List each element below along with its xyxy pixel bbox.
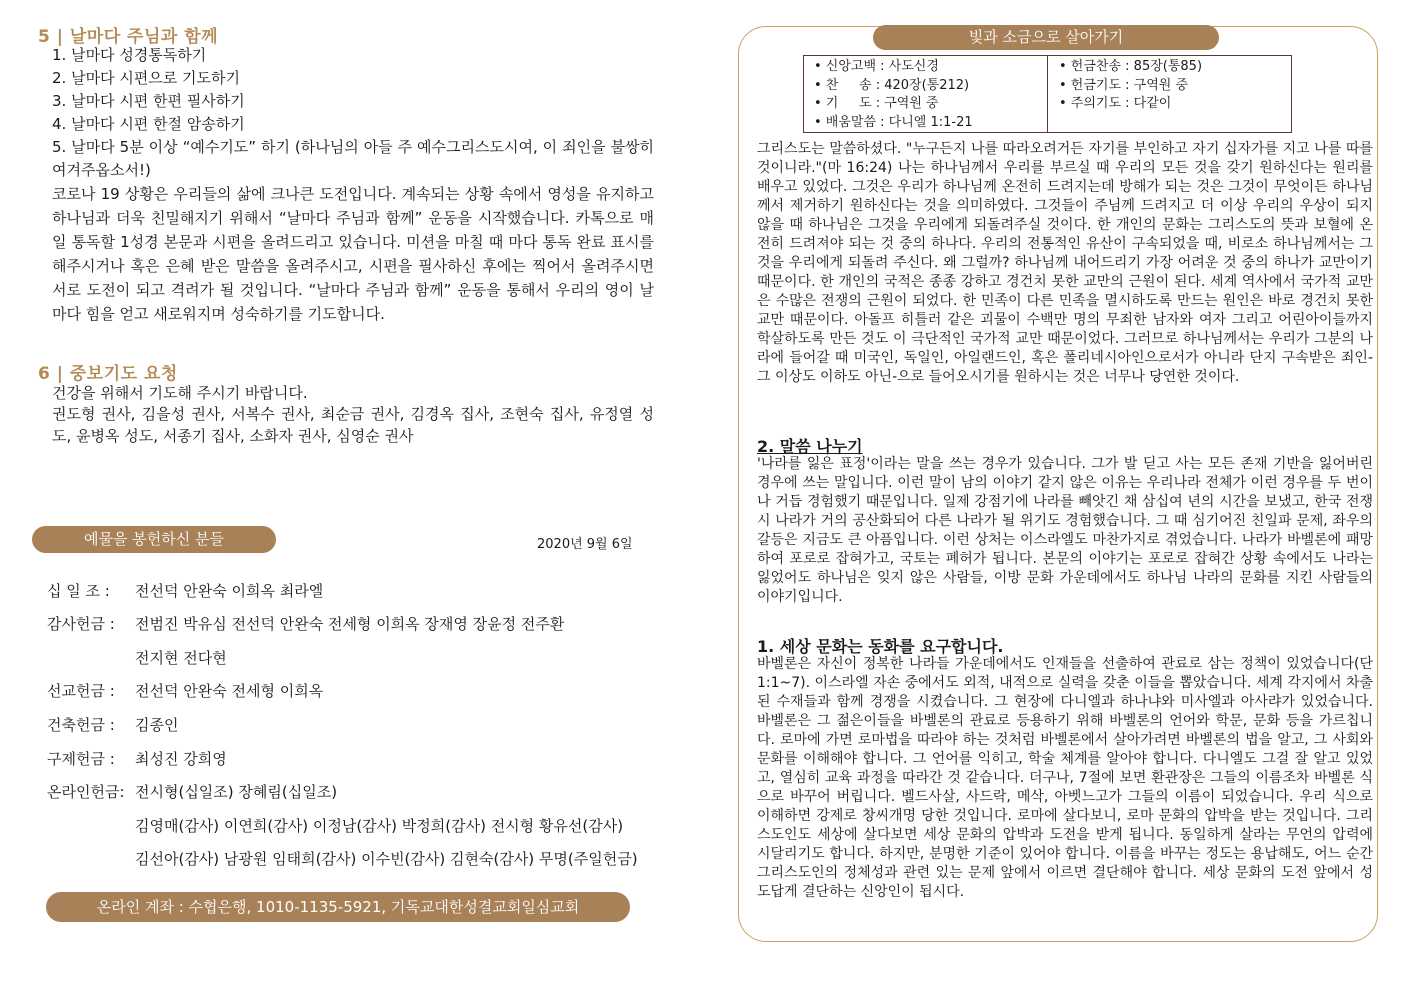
offering-row: [47, 647, 227, 668]
offering-label: 구제헌금 :: [47, 750, 115, 768]
info-item: • 주의기도 : 다같이: [1059, 96, 1172, 111]
offering-label: 온라인헌금:: [47, 783, 125, 801]
info-item: • 신앙고백 : 사도신경: [814, 59, 939, 74]
list-item: 1. 날마다 성경통독하기: [52, 46, 207, 64]
offering-names: 전시형(십일조) 장혜림(십일조): [135, 783, 338, 801]
info-left-column: [814, 58, 973, 132]
list-item: 5. 날마다 5분 이상 “예수기도” 하기 (하나님의 아들 주 예수그리스도시여, 이 죄인을 불쌍히 여겨주옵소서!): [52, 138, 654, 179]
offering-label: 선교헌금 :: [47, 682, 115, 700]
info-item: • 헌금기도 : 구역원 중: [1059, 77, 1189, 93]
offering-header: 예물을 봉헌하신 분들: [32, 526, 276, 553]
offering-names: 전지현 전다현: [135, 649, 227, 667]
offering-names: 김영매(감사) 이연희(감사) 이정남(감사) 박정희(감사) 전시형 황유선(감사): [135, 817, 624, 835]
sharing-paragraph: '나라를 잃은 표정'이라는 말을 쓰는 경우가 있습니다. 그가 발 딛고 사는 모든 존재 기반을 잃어버린 경우에 쓰는 말입니다. 이런 말이 남의 이야기 같지 않은 이유는 우리나라 전체가 이런 경우를 두 번이나 거듭 경험했기 때문입니다. 일제 강점기에 나라를 빼앗긴 채 삼십여 년의 시간을 보냈고, 한국 전쟁시 나라가 거의 공산화되어 다른 나라가 될 위기도 경험했습니다. 그 때 심기어진 친일파 문제, 좌우의 갈등은 지금도 큰 아픔입니다. 이런 상처는 이스라엘도 마찬가지로 겪었습니다. 나라가 바벨론에 패망하여 포로로 잡혀가고, 국토는 폐허가 됩니다. 본문의 이야기는 포로로 잡혀간 상황 속에서도 나라는 잃었어도 하나님은 잊지 않은 사람들, 이방 문화 가운데에서도 하나님 나라의 문화를 지킨 사람들의 이야기입니다.: [757, 456, 1373, 605]
online-account-banner: 온라인 계좌 : 수협은행, 1010-1135-5921, 기독교대한성결교회일심교회: [46, 892, 630, 922]
list-item: 2. 날마다 시편으로 기도하기: [52, 69, 241, 87]
prayer-names: 권도형 권사, 김을성 권사, 서복수 권사, 최순금 권사, 김경옥 집사, 조현숙 집사, 유정열 성도, 윤병옥 성도, 서종기 집사, 소화자 권사, 심영순 권사: [52, 405, 654, 445]
offering-names: 전범진 박유심 전선덕 안완숙 전세형 이희옥 장재영 장윤정 전주환: [135, 615, 565, 633]
offering-names: 전선덕 안완숙 이희옥 최라엘: [135, 582, 324, 600]
sharing-heading: 2. 말씀 나누기: [757, 437, 863, 456]
offering-names: 전선덕 안완숙 전세형 이희옥: [135, 682, 324, 700]
offering-names: 김선아(감사) 남광원 임태희(감사) 이수빈(감사) 김현숙(감사) 무명(주일헌금): [135, 850, 638, 868]
offering-row: [47, 781, 337, 802]
offering-row: [47, 580, 323, 601]
info-right-column: [1059, 58, 1202, 114]
offering-date: 2020년 9월 6일: [537, 537, 633, 552]
offering-label: 십 일 조 :: [47, 582, 110, 600]
worship-info-table: [803, 55, 1292, 133]
meditation-paragraph: 그리스도는 말씀하셨다. "누구든지 나를 따라오려거든 자기를 부인하고 자기 십자가를 지고 나를 따를 것이니라."(마 16:24) 나는 하나님께서 우리를 부르실 때 우리의 모든 것을 갖기 원하신다는 원리를 배우고 있었다. 그것은 우리가 하나님께 온전히 드려지는데 방해가 되는 것은 그것이 무엇이든 하나님께서 제거하기 원하신다는 것을 의미하였다. 그것들이 주님께 드려지고 더 이상 우리의 우상이 되지 않을 때 하나님은 그것을 우리에게 되돌려주실 것이다. 한 개인의 문화는 그리스도의 뜻과 보혈에 온전히 드려져야 되는 것 중의 하나다. 우리의 전통적인 유산이 구속되었을 때, 비로소 하나님께서는 그것을 우리에게 되돌려 주신다. 왜 그럴까? 하나님께 내어드리기 가장 어려운 것 중의 하나가 교만이기 때문이다. 한 개인의 국적은 종종 강하고 경건치 못한 교만의 근원이 된다. 세계 역사에서 국가적 교만은 수많은 전쟁의 근원이 되었다. 한 민족이 다른 민족을 멸시하도록 만드는 원인은 바로 경건치 못한 교만 때문이다. 아돌프 히틀러 같은 괴물이 수백만 명의 무죄한 남자와 여자 그리고 어린아이들까지 학살하도록 만든 것도 이 극단적인 국가적 교만 때문이었다. 그러므로 하나님께서는 우리가 그분의 나라에 들어갈 때 미국인, 독일인, 아일랜드인, 혹은 폴리네시아인으로서가 아니라 단지 구속받은 죄인-그 이상도 이하도 아닌-으로 들어오시기를 원하시는 것은 너무나 당연한 것이다.: [757, 141, 1373, 385]
offering-row: [47, 815, 623, 836]
section5-paragraph: 코로나 19 상황은 우리들의 삶에 크나큰 도전입니다. 계속되는 상황 속에서 영성을 유지하고 하나님과 더욱 친밀해지기 위해서 “날마다 주님과 함께” 운동을 시작했습니다. 카톡으로 매일 통독할 1성경 본문과 시편을 올려드리고 있습니다. 미션을 마칠 때 마다 통독 완료 표시를 해주시거나 혹은 은혜 받은 말씀을 올려주시고, 시편을 필사하신 후에는 찍어서 올려주시면 서로 도전이 되고 격려가 될 것입니다. “날마다 주님과 함께” 운동을 통해서 우리의 영이 날마다 힘을 얻고 새로워지며 성숙하기를 기도합니다.: [52, 185, 654, 323]
offering-row: [47, 714, 178, 735]
offering-label: 감사헌금 :: [47, 615, 115, 633]
offering-row: [47, 680, 323, 701]
info-item: • 기 도 : 구역원 중: [814, 96, 939, 111]
list-item: 3. 날마다 시편 한편 필사하기: [52, 92, 245, 110]
right-page-header: 빛과 소금으로 살아가기: [873, 25, 1219, 50]
section5-title: 5 | 날마다 주님과 함께: [38, 27, 219, 47]
offering-label: 건축헌금 :: [47, 716, 115, 734]
point1-paragraph: 바벨론은 자신이 정복한 나라들 가운데에서도 인재들을 선출하여 관료로 삼는 정책이 있었습니다(단 1:1~7). 이스라엘 자손 중에서도 외적, 내적으로 실력을 갖춘 이들을 뽑았습니다. 세계 각지에서 차출된 수재들과 함께 경쟁을 시켰습니다. 그 현장에 다니엘과 하나냐와 미사엘과 아사랴가 있었습니다. 바벨론은 그 젊은이들을 바벨론의 관료로 등용하기 위해 바벨론의 언어와 학문, 문화 등을 가르칩니다. 로마에 가면 로마법을 따라야 하는 것처럼 바벨론에서 살아가려면 바벨론의 법을 알고, 그 사회와 문화를 이해해야 합니다. 그 언어를 익히고, 학술 체계를 알아야 합니다. 다니엘도 그걸 잘 알고 있었고, 열심히 교육 과정을 따라간 것 같습니다. 더구나, 7절에 보면 환관장은 그들의 이름조차 바벨론 식으로 바꾸어 버립니다. 벨드사살, 사드락, 메삭, 아벳느고가 그들의 이름이 되었습니다. 우리 식으로 이해하면 강제로 창씨개명 당한 것입니다. 로마에 살다보니, 로마 문화의 압박을 받는 것입니다. 그리스도인도 세상에 살다보면 세상 문화의 압박과 도전을 받게 됩니다. 동일하게 살라는 무언의 압력에 시달리기도 합니다. 하지만, 분명한 기준이 있어야 합니다. 이름을 바꾸는 정도는 용납해도, 어느 순간 그리스도인의 정체성과 관련 있는 문제 앞에서 이르면 결단해야 합니다. 세상 문화의 도전 앞에서 성도답게 결단하는 신앙인이 됩시다.: [757, 656, 1373, 900]
offering-row: [47, 848, 638, 869]
point1-heading: 1. 세상 문화는 동화를 요구합니다.: [757, 637, 1004, 656]
prayer-request-text: 건강을 위해서 기도해 주시기 바랍니다.: [52, 384, 308, 402]
offering-names: 김종인: [135, 716, 179, 734]
info-item: • 찬 송 : 420장(통212): [814, 77, 970, 93]
section6-title: 6 | 중보기도 요청: [38, 364, 178, 384]
info-item: • 헌금찬송 : 85장(통85): [1059, 59, 1203, 74]
info-item: • 배움말씀 : 다니엘 1:1-21: [814, 114, 973, 130]
list-item: 4. 날마다 시편 한절 암송하기: [52, 115, 245, 133]
offering-row: [47, 748, 227, 769]
offering-row: [47, 613, 564, 634]
offering-names: 최성진 강희영: [135, 750, 227, 768]
table-divider: [1047, 56, 1048, 132]
